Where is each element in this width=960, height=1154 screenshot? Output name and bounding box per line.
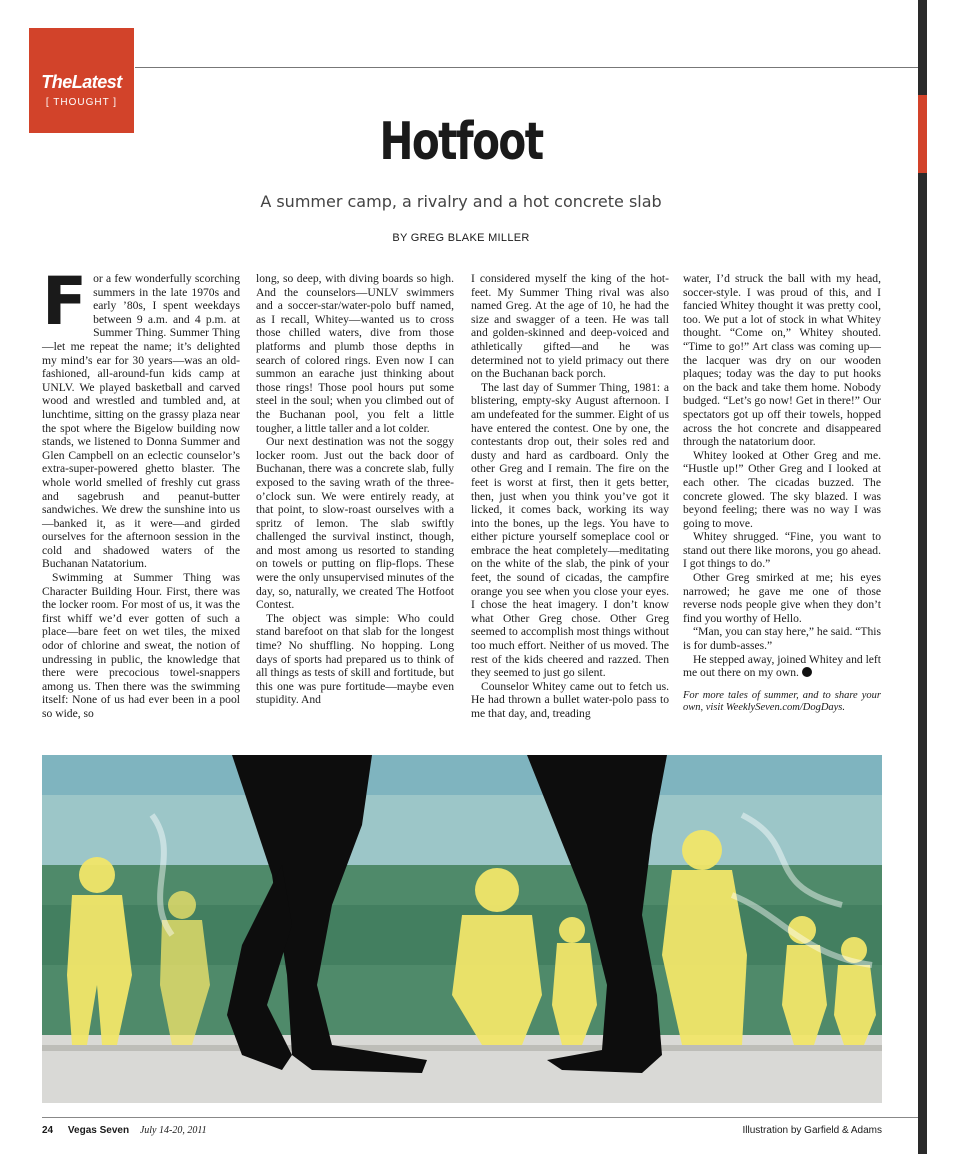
paragraph-text: or a few wonderfully scorching summers in the late 1970s and early ’80s, I spent weekdays between 9 a.m. and 4 p.m. at Summer Thing. Summer Thing—let me repeat the name; it’s delighted my mind’s ear for 30 years—was an old-fashioned, all-around-fun kids camp at UNLV. We played basketball and carved wood and wrestled and tumbled and, at lunchtime, sitting on the grassy plaza near the spot where the Bigelow building now stands, we listened to Donna Summer and Glen Campbell on an eclectic counselor’s extra-super-powered ghetto blaster. The whole world smelled of freshly cut grass and sagebrush and peanut-butter sandwiches. We drew the sunshine into us—banked it, as it were—and girded ourselves for the afternoon session in the cold and shadowed waters of the Buchanan Natatorium. <box>42 272 240 571</box>
column-3 <box>471 272 669 721</box>
issue-date: July 14-20, 2011 <box>139 1125 207 1136</box>
section-title-the: The <box>41 72 72 92</box>
column-1 <box>42 263 240 721</box>
folio <box>42 1125 207 1136</box>
page-edge-bar <box>918 0 927 1154</box>
paragraph: Our next destination was not the soggy locker room. Just out the back door of Buchanan, there was a concrete slab, fully exposed to the saving wrath of the three-o’clock sun. We were entirely ready, at that point, to slow-roast ourselves with a spritz of lemon. The slab swiftly challenged the survival instinct, though, and most among us resorted to standing on towels or putting on flip-flops. These were the only unsupervised minutes of the day, so, naturally, we created The Hotfoot Contest. <box>256 435 454 612</box>
bottom-rule <box>42 1117 918 1118</box>
end-note: For more tales of summer, and to share your own, visit WeeklySeven.com/DogDays. <box>683 689 881 714</box>
page-number: 24 <box>42 1125 54 1136</box>
illustration <box>42 755 882 1103</box>
section-title <box>29 72 134 93</box>
paragraph: The object was simple: Who could stand barefoot on that slab for the longest time? No shuffling. No hopping. Long days of sports had prepared us to think of all things as tests of skill and fortitude, but this one was pure fortitude—maybe even stupidity. And <box>256 611 454 707</box>
headline: Hotfoot <box>379 112 543 172</box>
illustration-credit: Illustration by Garfield & Adams <box>742 1125 882 1136</box>
column-4 <box>683 272 881 715</box>
page-edge-accent <box>918 95 927 173</box>
illustration-art <box>42 755 882 1103</box>
column-2 <box>256 272 454 707</box>
paragraph: Swimming at Summer Thing was Character Building Hour. First, there was the locker room. For most of us, it was the first whiff we’d ever gotten of such a place—bare feet on wet tiles, the mixed odor of chlorine and sweat, the notion of undressing in public, the knowledge that there were precocious towel-snappers among us. Then there was the swimming itself: None of us had ever been in a pool so wide, so <box>42 571 240 720</box>
paragraph: “Man, you can stay here,” he said. “This is for dumb-asses.” <box>683 625 882 653</box>
paragraph <box>42 263 240 571</box>
section-subsection: [ THOUGHT ] <box>45 97 118 108</box>
paragraph: Whitey shrugged. “Fine, you want to stand out there like morons, you go ahead. I got things to do.” <box>683 530 881 571</box>
paragraph: Counselor Whitey came out to fetch us. He had thrown a bullet water-polo pass to me that day, and, treading <box>471 679 669 720</box>
section-title-rest: Latest <box>71 72 122 92</box>
paragraph: I considered myself the king of the hot-feet. My Summer Thing rival was also named Greg. At the age of 10, he had the size and swagger of a teen. He was tall and golden-skinned and deep-voiced and athletically gifted—and he was determined not to yield primacy out there on the Buchanan back porch. <box>471 272 669 381</box>
paragraph <box>683 653 881 680</box>
paragraph: Whitey looked at Other Greg and me. “Hustle up!” Other Greg and I looked at each other. The cicadas buzzed. The concrete glowed. The sky blazed. I was beyond feeling; there was no way I was going to move. <box>683 448 881 530</box>
dek: A summer camp, a rivalry and a hot concrete slab <box>260 192 662 211</box>
byline: BY GREG BLAKE MILLER <box>392 232 530 244</box>
paragraph: long, so deep, with diving boards so high. And the counselors—UNLV swimmers and a soccer-star/water-polo buff named, as I recall, Whitey—wanted us to cross those chilled waters, dive from those platforms and plumb those depths in search of colored rings. Even now I can summon an earache just thinking about those rings! Those pool hours put some steel in the soul; when you climbed out of the Buchanan pool, you felt a little tougher, a little taller and a lot colder. <box>256 272 454 435</box>
paragraph: water, I’d struck the ball with my head, soccer-style. I was proud of this, and I fancied Whitey thought it was pretty cool, too. We put a lot of stock in what Whitey thought. “Come on,” Whitey shouted. “Time to go!” Art class was coming up—the lacquer was dry on our wooden plaques; today was the day to put hooks on the back and take them home. Nobody budged. “Let’s go now! Get in there!” Our spectators got up off their towels, hopped across the hot concrete and disappeared through the natatorium door. <box>683 272 881 449</box>
end-mark-icon <box>802 667 812 677</box>
publication-name: Vegas Seven <box>67 1125 130 1136</box>
top-rule <box>135 67 918 68</box>
drop-cap: F <box>42 263 88 340</box>
paragraph-text: He stepped away, joined Whitey and left me out there on my own. <box>683 652 882 680</box>
paragraph: The last day of Summer Thing, 1981: a blistering, empty-sky August afternoon. I am undefeated for the summer. Eight of us have entered the contest. One by one, the contestants drop out, their soles red and dusty and hard as cardboard. Only the other Greg and I remain. The fire on the feet is worst at first, then it gets better, then, just when you think you’ve got it licked, it comes back, working its way into the bones, up the legs. You have to either picture yourself someplace cool or embrace the heat completely—meditating on the white of the slab, the pink of your feet, the sound of cicadas, the campfire orange you see when you close your eyes. I chose the heat imagery. I don’t know what Other Greg chose. Other Greg seemed to accomplish most things without too much effort. Neither of us moved. The rest of the kids cheered and razzed. Then they seemed to just go silent. <box>471 380 669 680</box>
paragraph: Other Greg smirked at me; his eyes narrowed; he gave me one of those reverse nods people give when they don’t find you worthy of Hello. <box>683 571 881 625</box>
